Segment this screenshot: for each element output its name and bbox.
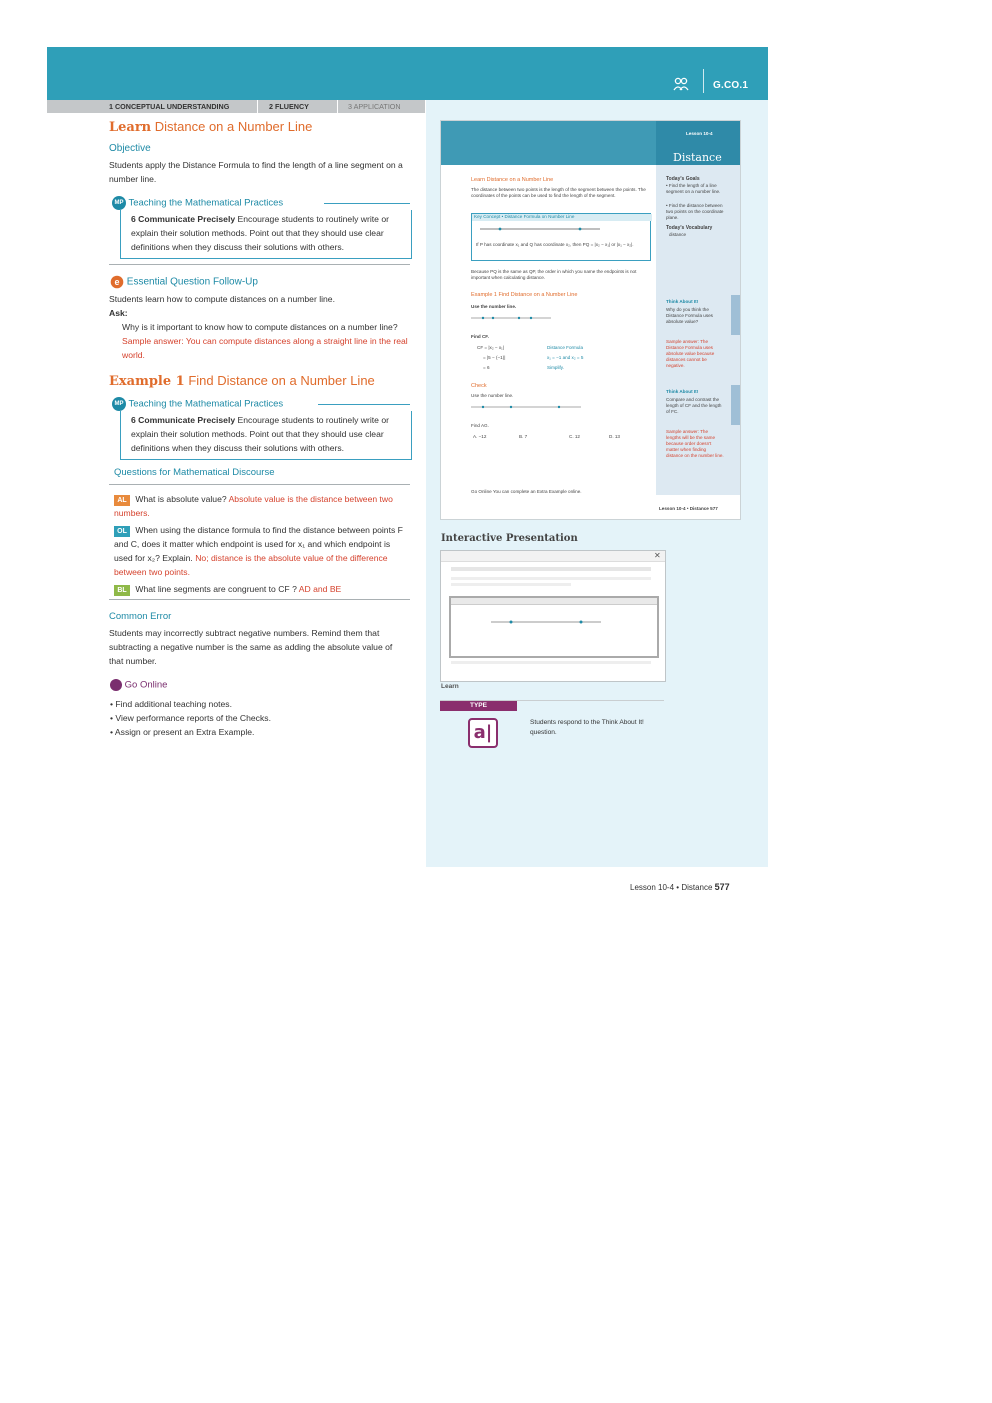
common-error-text: Students may incorrectly subtract negative numbers. Remind them that subtracting a negative number is the same as adding the absolute value of that number. xyxy=(109,628,393,666)
question-ol: OL When using the distance formula to find the distance between points F and C, does it matter which endpoint is used for x₁ and which endpoint is used for x₂? Explain. No; distance is the absolute value of the difference between two points. xyxy=(114,525,403,577)
example-mp-box: 6 Communicate Precisely Encourage students to routinely write or explain their solution methods. Point out that they should use clear definitions when they discuss their solutions with others. xyxy=(120,411,412,460)
essential-question-icon xyxy=(110,275,124,289)
tab-application[interactable]: 3 APPLICATION xyxy=(348,102,401,111)
thumb-title: Distance xyxy=(673,151,722,164)
tab-fluency[interactable]: 2 FLUENCY xyxy=(269,102,309,111)
standard-code: G.CO.1 xyxy=(713,80,749,91)
type-icon[interactable]: a| xyxy=(468,718,498,748)
type-label: TYPE xyxy=(440,701,517,711)
learn-heading: Learn Distance on a Number Line xyxy=(109,119,313,135)
question-al: AL What is absolute value? Absolute value is the distance between two numbers. xyxy=(114,494,393,518)
example-heading: Example 1 Find Distance on a Number Line xyxy=(109,373,375,389)
go-online-list xyxy=(110,697,271,739)
example-mp-heading: MP Teaching the Mathematical Practices xyxy=(112,397,283,411)
question-bl: BL What line segments are congruent to CF ? AD and BE xyxy=(114,582,410,596)
objective-text: Students apply the Distance Formula to find the length of a line segment on a number line. xyxy=(109,160,403,184)
eq-ask: Ask: xyxy=(109,308,128,318)
page-footer: Lesson 10-4 • Distance 577 xyxy=(630,882,730,892)
close-icon[interactable]: ✕ xyxy=(654,551,661,560)
go-online-item[interactable]: • Assign or present an Extra Example. xyxy=(110,727,255,737)
interactive-heading: Interactive Presentation xyxy=(441,533,578,544)
mp-box: 6 Communicate Precisely Encourage students to routinely write or explain their solution methods. Point out that they should use clear definitions when they discuss their solutions with others. xyxy=(120,210,412,259)
svg-text:e: e xyxy=(114,277,120,288)
mp-heading: MP Teaching the Mathematical Practices xyxy=(112,196,283,210)
go-online-item[interactable]: • View performance reports of the Checks. xyxy=(110,713,271,723)
eq-text: Students learn how to compute distances on a number line. xyxy=(109,294,335,304)
go-online-item[interactable]: • Find additional teaching notes. xyxy=(110,699,232,709)
mp-icon: MP xyxy=(112,196,126,210)
go-online-heading: Go Online xyxy=(110,679,167,691)
questions-heading: Questions for Mathematical Discourse xyxy=(114,467,275,478)
eq-question: Why is it important to know how to compute distances on a number line? Sample answer: You can compute distances along a straight line in the real world. xyxy=(122,322,408,360)
interactive-presentation[interactable] xyxy=(440,550,666,682)
go-online-icon xyxy=(110,679,122,691)
interactive-caption: Learn xyxy=(441,683,459,690)
eq-heading: e Essential Question Follow-Up xyxy=(110,275,258,289)
header-separator xyxy=(703,69,704,93)
tab-conceptual[interactable]: 1 CONCEPTUAL UNDERSTANDING xyxy=(109,102,230,111)
thumb-lesson: Lesson 10-4 xyxy=(686,131,713,136)
objective-heading: Objective xyxy=(109,143,151,154)
common-error-heading: Common Error xyxy=(109,611,172,622)
header-band xyxy=(47,47,768,100)
type-text: Students respond to the Think About It! question. xyxy=(530,719,644,736)
practice-tabs xyxy=(47,100,425,113)
student-page-thumbnail: Lesson 10-4 Distance Today's Goals • Find the length of a line segment on a number line. • Find the distance between two points on the coordinate plane. Today's Vocabulary distance Learn Distance on a Number Line The distance between two points is the length of the segment between the points. The coordinates of the points can be used to find the length of the segment. Key Concept • Distance Formula on Number Line If P has coordinate x₁ and Q has coordinate x₂, then PQ = |x₂ − x₁| or |x₁ − x₂|. Because PQ is the same as QP, the order in which you name the endpoints is not important when calculating distance. Example 1 Find Distance on a Number Line Use the number line. Find CF. CF = |x₂ − x₁| = |5 − (−1)| = 6 Distance Formula x₁ = −1 and x₂ = 5 Simplify. Check Use the number line. Find AG. A. −12 B. 7 C. 12 D. 13 Go Online You can complete an Extra Example online. Think About It! Why do you think the Distance Formula uses absolute value? Sample answer: The Distance Formula uses absolute value because distances cannot be negative. Think About It! Compare and contrast the length of CF and the length of FC. Sample answer: The lengths will be the same because order doesn't matter when finding distance on the number line. Lesson 10-4 • Distance 577 xyxy=(440,120,741,520)
mp-icon: MP xyxy=(112,397,126,411)
people-icon xyxy=(673,77,689,91)
